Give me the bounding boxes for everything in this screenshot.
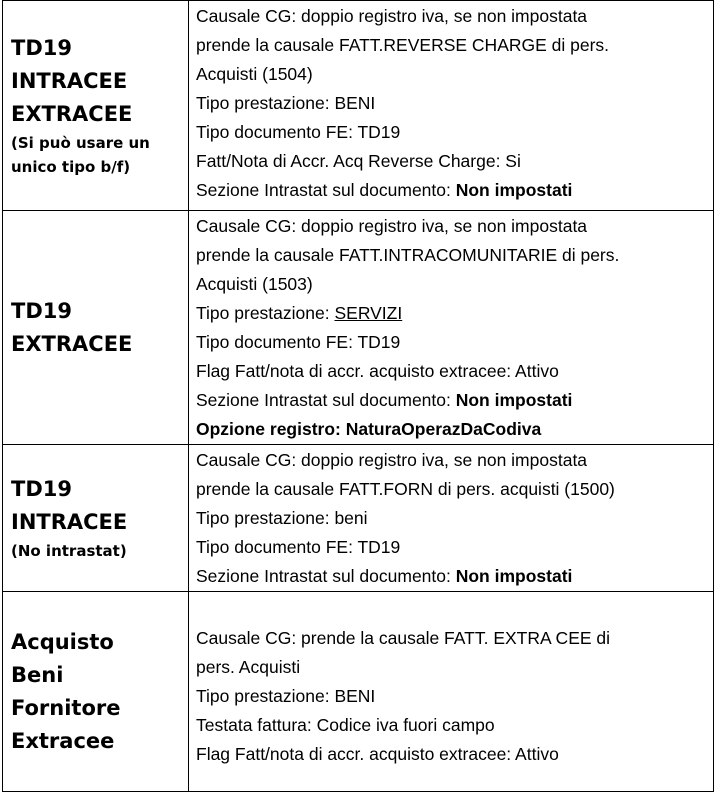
desc-line [196,415,713,444]
row-description-cell [189,1,714,211]
row-label-cell [3,592,189,792]
desc-line [196,299,713,328]
row-label-line: Beni [11,662,64,687]
row-label-line: EXTRACEE [11,331,133,356]
desc-line: Fatt/Nota di Accr. Acq Reverse Charge: Si [196,151,521,171]
table-row [3,1,714,211]
desc-line: Causale CG: doppio registro iva, se non impostata [196,216,588,236]
desc-bold-value: Non impostati [455,390,573,410]
table-row [3,211,714,445]
row-label-cell [3,211,189,445]
row-label-line: INTRACEE [11,69,128,93]
desc-line: Tipo prestazione: BENI [196,686,376,706]
desc-bold-value: Non impostati [455,566,573,586]
row-label-line: TD19 [11,36,72,60]
desc-line: Tipo prestazione: beni [196,508,368,528]
desc-line: Tipo documento FE: TD19 [196,122,401,142]
row-label-note: (No intrastat) [11,542,127,560]
row-label-line: Extracee [11,728,115,753]
desc-bold-line: Opzione registro: NaturaOperazDaCodiva [196,419,542,439]
desc-line [196,562,713,591]
desc-prefix: Sezione Intrastat sul documento: [196,566,456,586]
desc-line: Testata fattura: Codice iva fuori campo [196,715,495,735]
desc-line: Causale CG: prende la causale FATT. EXTRA CEE di [196,628,611,648]
desc-line [196,176,713,205]
table-row [3,592,714,792]
row-label-cell [3,1,189,211]
desc-line [196,386,713,415]
desc-line: Causale CG: doppio registro iva, se non impostata [196,6,588,26]
desc-line: Acquisti (1504) [196,64,313,84]
row-label-line: Acquisto [11,629,114,654]
config-table [2,0,714,792]
desc-underlined-value: SERVIZI [334,303,403,323]
desc-prefix: Tipo prestazione: [196,303,335,323]
desc-prefix: Sezione Intrastat sul documento: [196,390,456,410]
desc-bold-value: Non impostati [455,180,573,200]
desc-prefix: Sezione Intrastat sul documento: [196,180,456,200]
desc-line: Flag Fatt/nota di accr. acquisto extracee: Attivo [196,361,559,381]
desc-line: Tipo documento FE: TD19 [196,332,401,352]
table-row [3,445,714,592]
desc-line: Causale CG: doppio registro iva, se non impostata [196,450,588,470]
row-label-line: EXTRACEE [11,102,133,126]
row-description-cell [189,592,714,792]
row-label-note: (Si può usare un unico tipo b/f) [11,134,150,176]
desc-line: pers. Acquisti [196,657,301,677]
desc-line: Acquisti (1503) [196,274,313,294]
desc-line: prende la causale FATT.FORN di pers. acquisti (1500) [196,479,615,499]
row-label-line: TD19 [11,477,72,501]
desc-line: Flag Fatt/nota di accr. acquisto extracee: Attivo [196,744,559,764]
desc-line: Tipo prestazione: BENI [196,93,376,113]
row-label-cell [3,445,189,592]
desc-line: prende la causale FATT.INTRACOMUNITARIE di pers. [196,245,620,265]
row-description-cell [189,211,714,445]
desc-line: prende la causale FATT.REVERSE CHARGE di pers. [196,35,610,55]
row-label-line: Fornitore [11,695,121,720]
row-label-line: INTRACEE [11,510,128,534]
row-description-cell [189,445,714,592]
row-label-line: TD19 [11,298,72,323]
desc-line: Tipo documento FE: TD19 [196,537,401,557]
